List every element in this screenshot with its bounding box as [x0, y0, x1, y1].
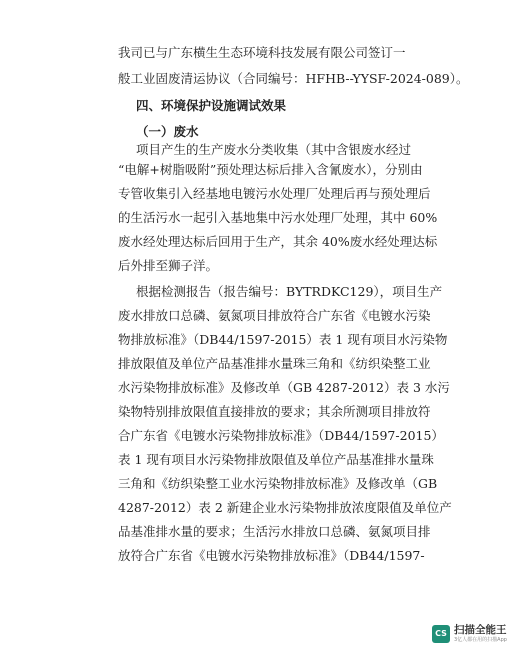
paragraph-line: 后外排至狮子洋。	[118, 258, 219, 273]
paragraph-line: 三角和《纺织染整工业水污染物排放标准》及修改单（GB	[118, 476, 438, 491]
paragraph-line: 排放限值及单位产品基准排水量珠三角和《纺织染整工业	[118, 356, 431, 371]
paragraph-line: 4287-2012）表 2 新建企业水污染物排放浓度限值及单位产	[118, 500, 452, 515]
section-heading: 四、环境保护设施调试效果	[136, 98, 287, 113]
camscanner-logo-icon: CS	[432, 625, 450, 643]
paragraph-line: 品基准排水量的要求；生活污水排放口总磷、氨氮项目排	[118, 524, 431, 539]
paragraph-line: 的生活污水一起引入基地集中污水处理厂处理，其中 60%	[118, 210, 438, 225]
paragraph-line: 专管收集引入经基地电镀污水处理厂处理后再与预处理后	[118, 186, 431, 201]
paragraph-line: 表 1 现有项目水污染物排放限值及单位产品基准排水量珠	[118, 452, 434, 467]
paragraph-line: 根据检测报告（报告编号：BYTRDKC129），项目生产	[136, 284, 443, 299]
subsection-heading: （一）废水	[136, 124, 199, 139]
paragraph-line: 物排放标准》（DB44/1597-2015）表 1 现有项目水污染物	[118, 332, 448, 347]
paragraph-line: 般工业固废清运协议（合同编号：HFHB--YYSF-2024-089）。	[118, 71, 469, 86]
paragraph-line: 合广东省《电镀水污染物排放标准》（DB44/1597-2015）	[118, 428, 444, 443]
paragraph-line: “电解+树脂吸附”预处理达标后排入含氰废水），分别由	[118, 162, 423, 177]
paragraph-line: 水污染物排放标准》及修改单（GB 4287-2012）表 3 水污	[118, 380, 450, 395]
paragraph-line: 废水排放口总磷、氨氮项目排放符合广东省《电镀水污染	[118, 308, 431, 323]
paragraph-line: 项目产生的生产废水分类收集（其中含银废水经过	[136, 142, 412, 157]
watermark-tagline: 3亿人都在用的扫描App	[454, 637, 507, 643]
paragraph-line: 我司已与广东横生生态环境科技发展有限公司签订一	[118, 45, 406, 60]
paragraph-line: 废水经处理达标后回用于生产，其余 40%废水经处理达标	[118, 234, 438, 249]
paragraph-line: 染物特别排放限值直接排放的要求；其余所测项目排放符	[118, 404, 431, 419]
paragraph-line: 放符合广东省《电镀水污染物排放标准》（DB44/1597-	[118, 548, 425, 563]
watermark-app-name: 扫描全能王	[454, 624, 507, 636]
camscanner-watermark	[432, 624, 526, 648]
